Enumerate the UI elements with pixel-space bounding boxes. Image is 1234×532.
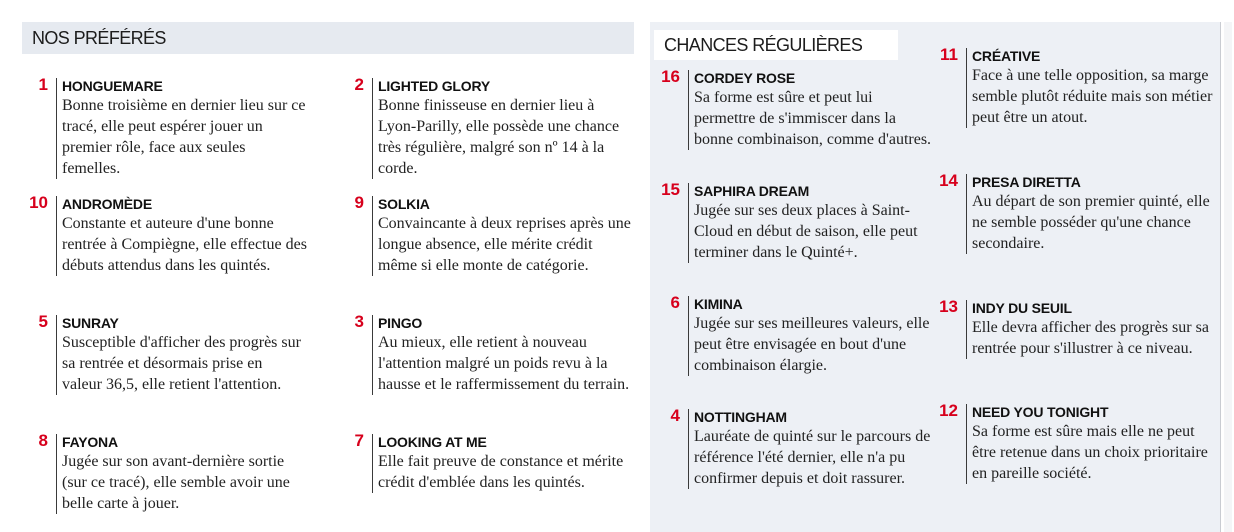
regular-chances-header	[654, 30, 898, 60]
horse-number: 5	[38, 312, 48, 331]
horse-number: 6	[670, 293, 680, 312]
horse-number: 7	[354, 431, 364, 450]
horse-description: Lauréate de quinté sur le parcours de référence l'été dernier, elle n'a pu confirmer depuis et doit rassurer.	[694, 428, 931, 487]
horse-name: LIGHTED GLORY	[378, 78, 490, 94]
horse-description: Elle devra afficher des progrès sur sa rentrée pour s'illustrer à ce niveau.	[972, 319, 1209, 357]
horse-description: Jugée sur ses deux places à Saint-Cloud en début de saison, elle peut terminer dans le Quinté+.	[694, 202, 918, 261]
horse-number: 3	[354, 312, 364, 331]
horse-name: FAYONA	[62, 434, 118, 450]
favorites-title: NOS PRÉFÉRÉS	[32, 28, 166, 48]
favorites-panel	[22, 22, 634, 532]
horse-name: SAPHIRA DREAM	[694, 183, 810, 199]
horse-description: Face à une telle opposition, sa marge semble plutôt réduite mais son métier peut être un atout.	[972, 67, 1213, 126]
horse-number: 10	[29, 193, 48, 212]
horse-number: 16	[661, 67, 680, 86]
horse-name: SOLKIA	[378, 196, 430, 212]
horse-number: 11	[940, 45, 958, 64]
horse-name: KIMINA	[694, 296, 743, 312]
regular-chances-title: CHANCES RÉGULIÈRES	[664, 35, 863, 55]
horse-description: Elle fait preuve de constance et mérite crédit d'emblée dans les quintés.	[378, 453, 624, 491]
horse-description: Bonne finisseuse en dernier lieu à Lyon-Parilly, elle possède une chance très régulière, malgré son nº 14 à la corde.	[378, 97, 620, 177]
horse-name: CORDEY ROSE	[694, 70, 796, 86]
horse-name: PRESA DIRETTA	[972, 174, 1081, 190]
horse-description: Constante et auteure d'une bonne rentrée à Compiègne, elle effectue des débuts attendus dans les quintés.	[62, 215, 307, 274]
horse-description: Susceptible d'afficher des progrès sur sa rentrée et désormais prise en valeur 36,5, elle retient l'attention.	[62, 334, 301, 393]
horse-description: Sa forme est sûre mais elle ne peut être retenue dans un choix prioritaire en pareille société.	[972, 423, 1208, 482]
horse-number: 9	[354, 193, 364, 212]
horse-name: NOTTINGHAM	[694, 409, 787, 425]
horse-number: 8	[38, 431, 48, 450]
horse-name: CRÉATIVE	[972, 48, 1041, 64]
regular-chances-panel	[650, 22, 1220, 532]
horse-description: Jugée sur son avant-dernière sortie (sur ce tracé), elle semble avoir une belle carte à jouer.	[62, 453, 290, 512]
horse-number: 14	[939, 171, 958, 190]
horse-number: 2	[354, 75, 364, 94]
horse-name: ANDROMÈDE	[62, 196, 152, 212]
horse-number: 15	[661, 180, 680, 199]
vertical-scrollbar[interactable]	[1220, 22, 1234, 532]
horse-number: 4	[670, 406, 680, 425]
horse-name: SUNRAY	[62, 315, 119, 331]
horse-name: PINGO	[378, 315, 423, 331]
horse-description: Sa forme est sûre et peut lui permettre de s'immiscer dans la bonne combinaison, comme d'autres.	[694, 89, 932, 148]
horse-number: 1	[38, 75, 48, 94]
horse-number: 13	[939, 297, 958, 316]
horse-description: Bonne troisième en dernier lieu sur ce tracé, elle peut espérer jouer un premier rôle, face aux seules femelles.	[62, 97, 306, 177]
horse-name: HONGUEMARE	[62, 78, 163, 94]
horse-description: Au mieux, elle retient à nouveau l'attention malgré un poids revu à la hausse et le raffermissement du terrain.	[378, 334, 630, 393]
horse-name: INDY DU SEUIL	[972, 300, 1072, 316]
horse-number: 12	[939, 401, 958, 420]
scrollbar-thumb[interactable]	[1224, 22, 1232, 532]
horse-description: Jugée sur ses meilleures valeurs, elle peut être envisagée en bout d'une combinaison élargie.	[694, 315, 930, 374]
horse-name: NEED YOU TONIGHT	[972, 404, 1109, 420]
horse-description: Au départ de son premier quinté, elle ne semble posséder qu'une chance secondaire.	[972, 193, 1210, 252]
favorites-header	[22, 22, 634, 54]
horse-description: Convaincante à deux reprises après une longue absence, elle mérite crédit même si elle monte de catégorie.	[378, 215, 631, 274]
horse-name: LOOKING AT ME	[378, 434, 487, 450]
